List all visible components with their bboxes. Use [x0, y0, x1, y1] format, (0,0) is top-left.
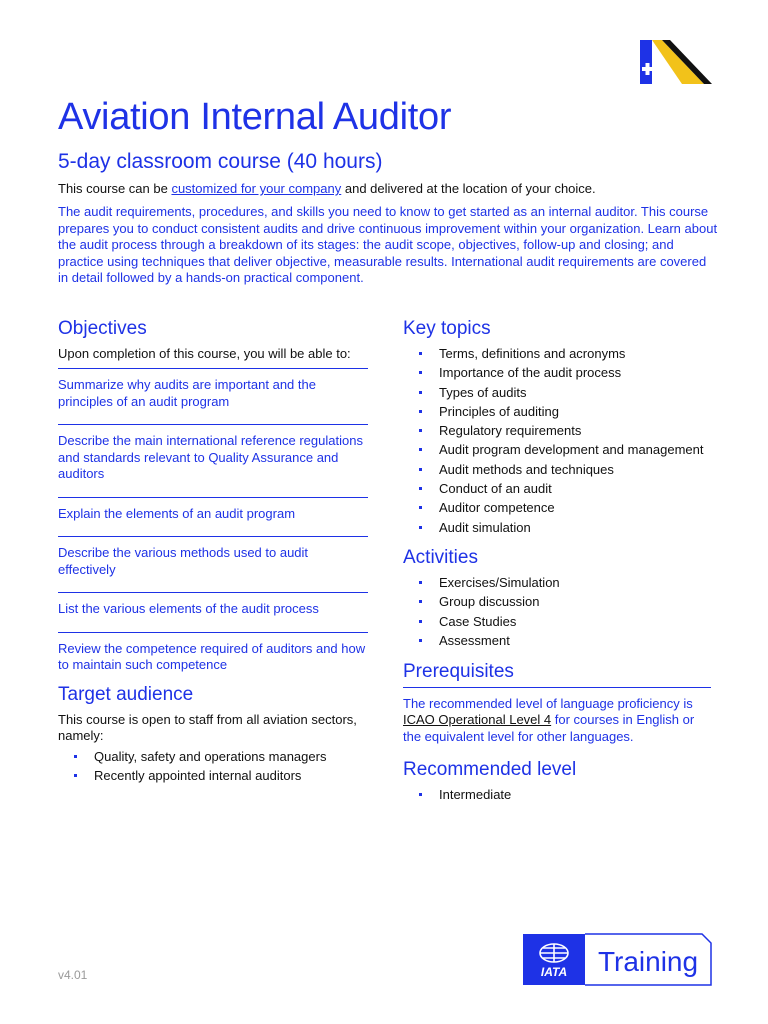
- recommended-level-list: [403, 787, 711, 803]
- prerequisites-heading: Prerequisites: [403, 660, 514, 682]
- list-item: Recently appointed internal auditors: [58, 768, 368, 784]
- logo-training-text: Training: [597, 946, 699, 977]
- list-item: Audit methods and techniques: [403, 462, 711, 478]
- recommended-level-heading: Recommended level: [403, 759, 577, 781]
- objective-item: Explain the elements of an audit program: [58, 497, 368, 537]
- intro-text: This course can be customized for your company and delivered at the location of your choice.: [58, 181, 596, 196]
- list-item: Principles of auditing: [403, 404, 711, 420]
- right-column: [403, 316, 711, 806]
- objective-item: List the various elements of the audit process: [58, 592, 368, 632]
- objective-item: Describe the various methods used to audit effectively: [58, 536, 368, 592]
- list-item: Terms, definitions and acronyms: [403, 346, 711, 362]
- list-item: Intermediate: [403, 787, 711, 803]
- list-item: Types of audits: [403, 385, 711, 401]
- list-item: Quality, safety and operations managers: [58, 749, 368, 765]
- logo-brand-text: IATA: [540, 965, 568, 979]
- list-item: Exercises/Simulation: [403, 575, 711, 591]
- left-column: [58, 316, 368, 787]
- objective-item: Summarize why audits are important and the principles of an audit program: [58, 368, 368, 424]
- target-audience-heading: Target audience: [58, 683, 194, 705]
- key-topics-heading: Key topics: [403, 318, 491, 339]
- customize-link[interactable]: customized for your company: [171, 181, 342, 196]
- course-subtitle: 5-day classroom course (40 hours): [58, 150, 383, 173]
- icao-level-link[interactable]: ICAO Operational Level 4: [403, 712, 552, 728]
- course-description: The audit requirements, procedures, and skills you need to know to get started as an internal auditor. This course prepares you to conduct consistent audits and drive continuous improvement within your organization. Learn about the audit process through a breakdown of its stages: the audit scope, objectives, follow-up and closing; and practice using techniques that deliver objective, measurable results. International audit requirements are covered in detail followed by a hands-on practical component.: [58, 204, 718, 285]
- objectives-heading: Objectives: [58, 318, 147, 339]
- target-audience-lead: This course is open to staff from all aviation sectors, namely:: [58, 711, 357, 743]
- version-label: v4.01: [58, 968, 88, 982]
- objective-item: Describe the main international reference regulations and standards relevant to Quality Assurance and auditors: [58, 424, 368, 497]
- list-item: Auditor competence: [403, 500, 711, 516]
- list-item: Importance of the audit process: [403, 365, 711, 381]
- objective-item: Review the competence required of auditors and how to maintain such competence: [58, 632, 368, 676]
- list-item: Case Studies: [403, 614, 711, 630]
- iata-training-logo: [522, 933, 712, 986]
- divider: [403, 687, 711, 688]
- list-item: Audit simulation: [403, 520, 711, 536]
- activities-heading: Activities: [403, 547, 478, 569]
- globe-icon: [540, 944, 568, 962]
- key-topics-list: [403, 346, 711, 535]
- list-item: Assessment: [403, 633, 711, 649]
- list-item: Audit program development and management: [403, 442, 711, 458]
- list-item: Group discussion: [403, 594, 711, 610]
- prerequisites-text: The recommended level of language proficiency is ICAO Operational Level 4 for courses in English or the equivalent level for other languages.: [403, 695, 695, 744]
- target-audience-list: [58, 749, 368, 784]
- activities-list: [403, 575, 711, 648]
- list-item: Conduct of an audit: [403, 481, 711, 497]
- objectives-list: [58, 368, 368, 676]
- page-title: Aviation Internal Auditor: [58, 96, 452, 138]
- corner-stripes-logo: [638, 40, 714, 84]
- objectives-lead: Upon completion of this course, you will be able to:: [58, 346, 351, 361]
- list-item: Regulatory requirements: [403, 423, 711, 439]
